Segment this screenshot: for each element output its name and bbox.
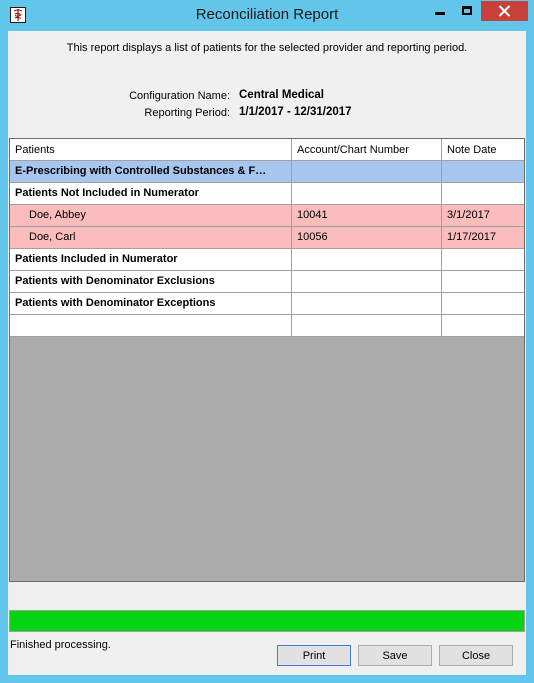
title-bar[interactable] xyxy=(0,0,534,31)
note-date-cell xyxy=(442,271,524,292)
save-button[interactable]: Save xyxy=(358,645,432,666)
table-row-patient[interactable] xyxy=(10,227,524,249)
patient-cell: Patients with Denominator Exclusions xyxy=(10,271,292,292)
status-text: Finished processing. xyxy=(10,639,111,651)
table-row-group[interactable] xyxy=(10,249,524,271)
minimize-icon xyxy=(435,12,445,15)
note-date-cell xyxy=(442,315,524,336)
table-row-measure[interactable] xyxy=(10,161,524,183)
print-button[interactable]: Print xyxy=(277,645,351,666)
close-icon xyxy=(498,5,511,17)
account-cell xyxy=(292,183,442,204)
close-window-button[interactable] xyxy=(481,1,528,21)
report-description: This report displays a list of patients for the selected provider and reporting period. xyxy=(66,42,468,54)
note-date-cell xyxy=(442,293,524,314)
table-row-patient[interactable] xyxy=(10,205,524,227)
column-header-note-date[interactable]: Note Date xyxy=(447,144,497,156)
note-date-cell: 3/1/2017 xyxy=(442,205,524,226)
account-cell: 10056 xyxy=(292,227,442,248)
note-date-cell: 1/17/2017 xyxy=(442,227,524,248)
window-title: Reconciliation Report xyxy=(195,6,339,23)
patient-cell: Doe, Carl xyxy=(10,227,292,248)
reporting-period-value: 1/1/2017 - 12/31/2017 xyxy=(239,106,352,118)
minimize-button[interactable] xyxy=(427,1,453,21)
dialog-body xyxy=(8,31,526,675)
patient-cell: E-Prescribing with Controlled Substances & F… xyxy=(10,161,292,182)
table-row-group[interactable] xyxy=(10,183,524,205)
patient-cell: Patients with Denominator Exceptions xyxy=(10,293,292,314)
note-date-cell xyxy=(442,183,524,204)
patients-grid[interactable] xyxy=(9,138,525,582)
patient-cell: Patients Not Included in Numerator xyxy=(10,183,292,204)
maximize-button[interactable] xyxy=(454,1,480,21)
column-header-account[interactable]: Account/Chart Number xyxy=(292,139,442,160)
configuration-name-value: Central Medical xyxy=(239,89,324,101)
account-cell xyxy=(292,315,442,336)
account-cell: 10041 xyxy=(292,205,442,226)
account-cell xyxy=(292,161,442,182)
account-cell xyxy=(292,249,442,270)
patient-cell xyxy=(10,315,292,336)
patient-cell: Doe, Abbey xyxy=(10,205,292,226)
configuration-name-label: Configuration Name: xyxy=(129,90,230,102)
close-button[interactable]: Close xyxy=(439,645,513,666)
note-date-cell xyxy=(442,161,524,182)
table-row-group[interactable] xyxy=(10,271,524,293)
table-row-empty[interactable] xyxy=(10,315,524,337)
maximize-icon xyxy=(462,6,472,15)
account-cell xyxy=(292,293,442,314)
note-date-cell xyxy=(442,249,524,270)
progress-bar xyxy=(9,610,525,632)
patient-cell: Patients Included in Numerator xyxy=(10,249,292,270)
reporting-period-label: Reporting Period: xyxy=(144,107,230,119)
column-header-patients[interactable]: Patients xyxy=(10,139,292,160)
grid-header xyxy=(10,139,524,161)
account-cell xyxy=(292,271,442,292)
table-row-group[interactable] xyxy=(10,293,524,315)
